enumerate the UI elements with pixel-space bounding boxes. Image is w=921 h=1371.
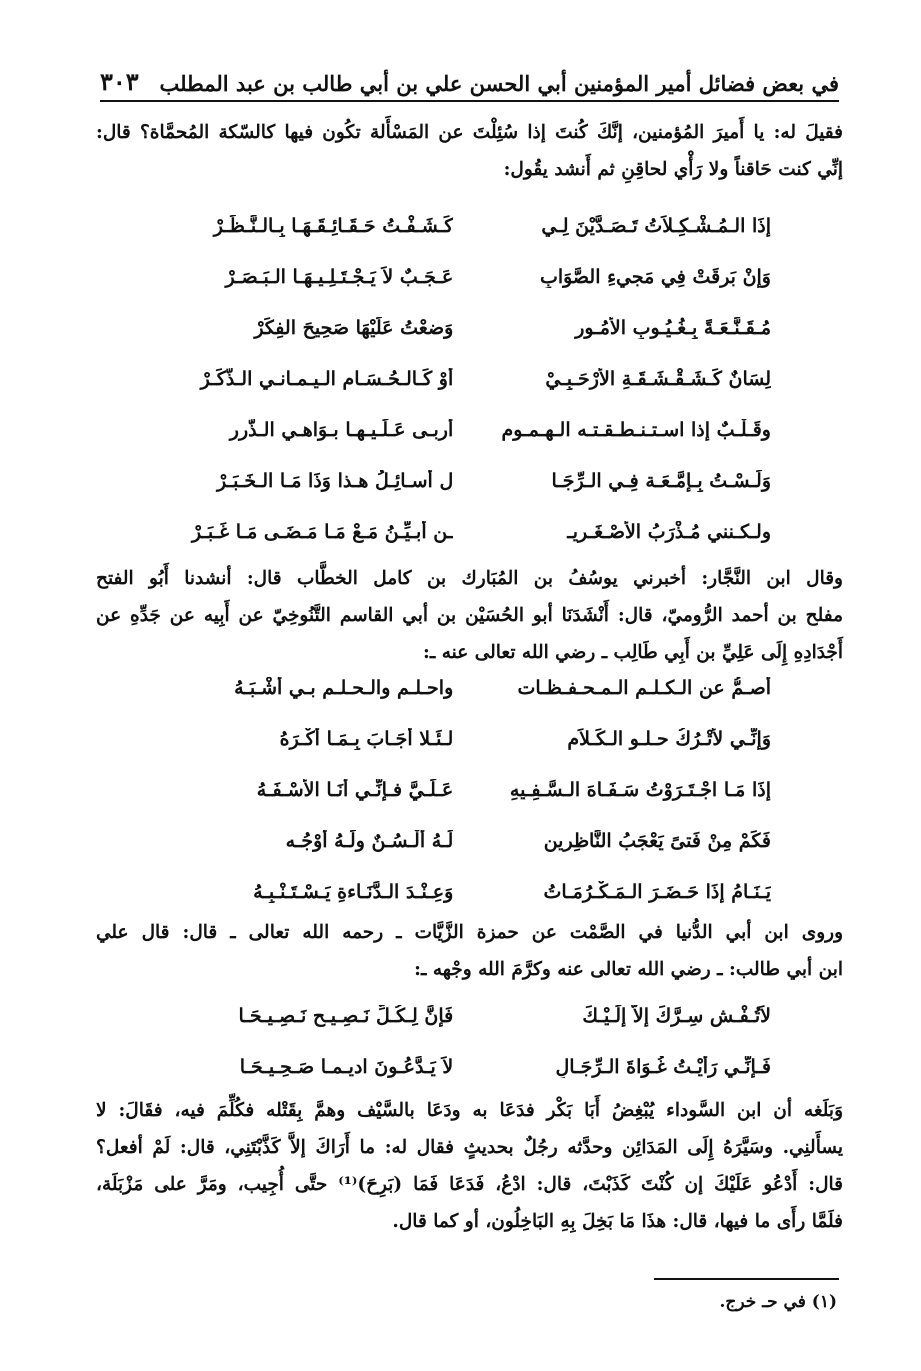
paragraph-line: فلَمَّا رأَى ما فيها، قال: هذَا مَا بَخِلَ بِهِ البَاخِلُون، أو كما قال.	[392, 1211, 843, 1232]
running-title: في بعض فضائل أمير المؤمنين أبي الحسن علي بن أبي طالب بن عبد المطلب	[159, 71, 839, 96]
footnote-divider	[654, 1278, 839, 1280]
paragraph-4	[96, 1092, 843, 1240]
verse-line	[160, 455, 771, 506]
verse-first-hemistich: إذَا الـمُـشْـكِـلاَتُ تَـصَـدَّيْنَ لِـي	[541, 214, 771, 237]
verse-line	[160, 302, 771, 353]
poem-2	[160, 662, 771, 917]
paragraph-2	[96, 560, 843, 671]
verse-first-hemistich: وَإِنْ بَرقَتْ فِي مَجيءِ الصَّوَابِ	[539, 265, 771, 288]
verse-first-hemistich: وقَـلْـبٌ إذا اسـتـنـطـقـتـه الـهـمـوم	[501, 418, 771, 441]
paragraph-line: وَبَلَغه أن ابن السَّوداء يُبْغِضُ أَبَا بَكْر فدَعَا به ودَعَا بالسَّيْف وهمَّ بِقَتْله فكُلِّمَ فيه، فقَالَ: لا	[96, 1100, 843, 1121]
verse-first-hemistich: لِسَانٌ كَـشَـقْـشَـقَـةِ الأَرْحَـبِـيْ	[545, 367, 771, 390]
verse-first-hemistich: فَـإِنِّـي رَأَيْـتُ غُـوَاةَ الـرِّجَـالِ	[555, 1055, 771, 1078]
paragraph-line: فقيلَ له: يا أَميرَ المُؤمنين، إنَّكَ كُنتَ إذا سُئِلْتَ عن المَسْأَلة تكُون فيها كالسّكة المُحمَّاة؟ قال:	[96, 122, 843, 143]
verse-second-hemistich: وَعِـنْـدَ الـدَّنَـاءةِ يَـسْـتَـنْـبِـهُ	[253, 880, 454, 903]
paragraph-line: أَجْدَادِهِ إِلَى عَلِيِّ بن أَبِي طَالِب ـ رضي الله تعالى عنه ـ:	[423, 642, 843, 663]
verse-second-hemistich: لاَ يَـدَّعُـونَ اديـمـا صَـحِـيـحَـا	[239, 1055, 454, 1078]
verse-line	[160, 353, 771, 404]
paragraph-line: مفلح بن أحمد الرُّوميّ، قال: أَنْشَدَنَا أبو الحُسَيْن بن أبي القاسم التَّنُوخِيّ عن أَبِيه عن جَدِّهِ عن	[96, 605, 843, 626]
poem-3	[160, 990, 771, 1092]
verse-first-hemistich: مُـقَـنَّـعَـةً بِـغُـيُـوبِ الأُمُـور	[575, 316, 771, 339]
verse-first-hemistich: وَلَـسْـتُ بِـإمَّـعَـة فِـي الـرِّجَـا	[551, 469, 771, 492]
paragraph-line: وروى ابن أبي الدُّنيا في الصَّمْت عن حمزة الزَّيَّات ـ رحمه الله تعالى ـ قال: قال علي	[96, 922, 843, 943]
verse-first-hemistich: وَإِنِّـي لأَتْـرُكُ حـلـو الـكَـلاَمِ	[567, 727, 771, 750]
verse-second-hemistich: لَـهُ أَلْـسُـنٌ ولَـهُ أَوْجُـه	[285, 829, 454, 852]
verse-second-hemistich: وَضعْتُ عَلَيْهَا صَحِيحَ الفِكَرْ	[254, 316, 454, 339]
verse-line	[160, 1041, 771, 1092]
verse-line	[160, 662, 771, 713]
verse-line	[160, 713, 771, 764]
verse-line	[160, 990, 771, 1041]
verse-second-hemistich: كَـشَـفْـتُ حَـقَـائِـقَـهَـا بِـالـنَّـظَـرْ	[213, 214, 454, 237]
poem-1	[160, 200, 771, 557]
verse-line	[160, 200, 771, 251]
page-header	[100, 62, 839, 102]
verse-second-hemistich: أَوْ كَـالـحُـسَـامِ الـيـمـانـي الـذَّكَـرْ	[200, 367, 454, 390]
paragraph-line: وقال ابن النَّجَّار: أخبرني يوسُفُ بن المُبَارك بن كامل الخطَّاب قال: أنشدنا أَبُو الفتح	[96, 568, 843, 589]
paragraph-3	[96, 914, 843, 988]
verse-second-hemistich: واحـلـم والـحـلـم بـي أَشْـبَـهُ	[234, 676, 454, 699]
footnote: (١) في حـ خرج.	[719, 1292, 837, 1312]
verse-second-hemistich: عَـجَـبٌ لاَ يَـجْـتَـلِـيـهَـا الـبَـصَـرْ	[225, 265, 454, 288]
verse-line	[160, 764, 771, 815]
verse-line	[160, 404, 771, 455]
verse-first-hemistich: فَكَمْ مِنْ فَتىً يَعْجَبُ النَّاظِرين	[543, 829, 771, 852]
verse-second-hemistich: فَإِنَّ لِـكُـلِّ نَـصِـيـحٍ نَـصِـيـحَـا	[238, 1004, 454, 1027]
verse-line	[160, 251, 771, 302]
verse-first-hemistich: أَصـمُّ عن الـكـلـم الـمـحـفـظـات	[517, 676, 771, 699]
verse-second-hemistich: عَـلَـيَّ فـإِنِّـي أَنَـا الأَسْـفَـهُ	[256, 778, 454, 801]
verse-line	[160, 866, 771, 917]
verse-second-hemistich: ـن أُبـيِّـنُ مَـعْ مَـا مَـضَـى مَـا غَـبَـرْ	[191, 520, 454, 543]
verse-second-hemistich: أربـى عَـلَـيـهـا بـوَاهـي الـذّرر	[229, 418, 454, 441]
verse-first-hemistich: إذَا مَـا اجْـتَـرَوْتُ سَـفَـاهَ الـسَّـفِـيهِ	[509, 778, 771, 801]
paragraph-1	[96, 114, 843, 188]
verse-first-hemistich: ولـكـنني مُـذْرَبُ الأَصْـغَـريـ	[567, 520, 771, 543]
paragraph-line: يسأَلنِي. وسَيَّرَهُ إِلَى المَدَائِن وحدَّثه رجُلٌ بحديثٍ فقال له: ما أَرَاكَ إلاَّ كَذَّبْتَنِي، قال: لَمْ أفعل؟	[96, 1137, 843, 1158]
paragraph-line: قال: أَدْعُو عَلَيْكَ إن كُنْتَ كَذَبْتَ، قال: ادْعُ، فَدَعَا فَمَا (بَرِحَ)⁽¹⁾ حتَّى أُجِيب، ومَرَّ على مَزْبَلَة،	[96, 1174, 843, 1195]
paragraph-line: إنِّي كنت حَاقناً ولا رَأْي لحاقِنِ ثم أَنشد يقُول:	[503, 159, 843, 180]
verse-line	[160, 815, 771, 866]
verse-line	[160, 506, 771, 557]
paragraph-line: ابن أبي طالب: ـ رضي الله تعالى عنه وكرَّمَ الله وجْهه ـ:	[414, 959, 843, 980]
verse-first-hemistich: يَـنَـامُ إذَا حَـضَـرَ الـمَـكْـرُمَـاتُ	[543, 880, 771, 903]
page-number: ٣٠٣	[100, 67, 139, 96]
verse-second-hemistich: ل أسـائِـلُ هـذا وَذَا مَـا الـخَـبَـرْ	[217, 469, 454, 492]
verse-second-hemistich: لـئَـلا أُجَـابَ بِـمَـا أَكْـرَهُ	[279, 727, 454, 750]
verse-first-hemistich: لاَتُـفْـشِ سِـرَّكَ إلاَّ إلَـيْـكَ	[582, 1004, 771, 1027]
